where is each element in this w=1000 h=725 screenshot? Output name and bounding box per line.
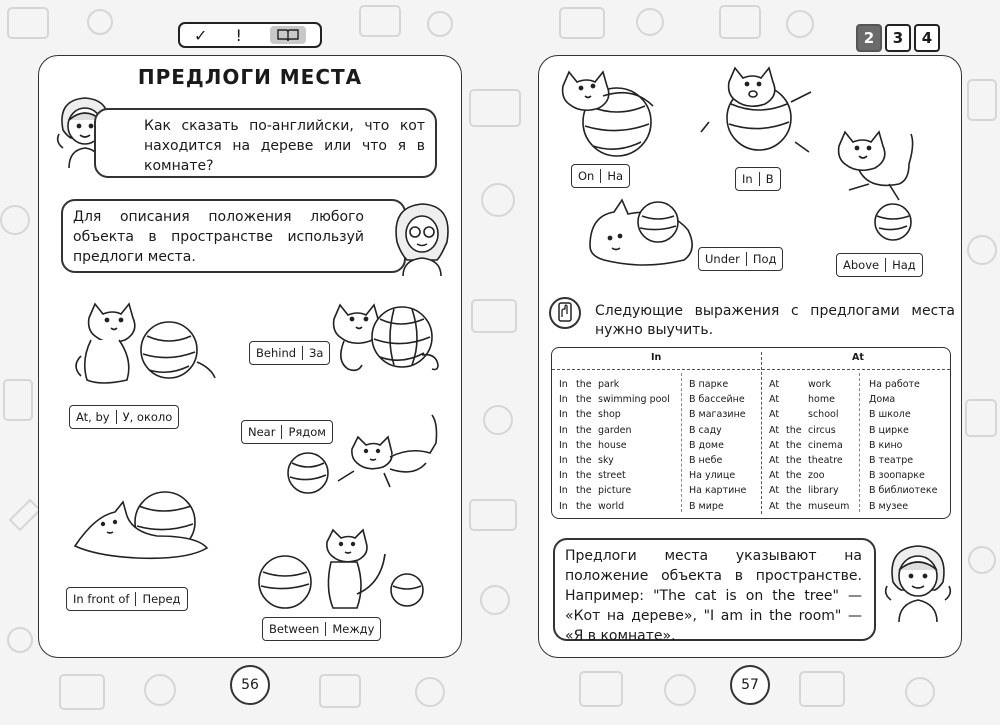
table-row: In the street bbox=[559, 470, 626, 482]
table-row: В парке bbox=[689, 379, 729, 390]
page-number-56: 56 bbox=[230, 665, 270, 705]
table-row: In the sky bbox=[559, 454, 614, 466]
table-row: На работе bbox=[869, 379, 920, 390]
table-row: В музее bbox=[869, 500, 909, 512]
tag-above: Above Над bbox=[836, 253, 923, 277]
table-row: В цирке bbox=[869, 424, 909, 436]
explanation-bubble: Для описания положения любого объекта в пространстве используй предлоги места. bbox=[61, 199, 406, 273]
cat-behind-yarn-illustration bbox=[324, 289, 444, 379]
table-row: В кино bbox=[869, 439, 903, 451]
tag-on: On На bbox=[571, 164, 630, 188]
table-row: At the cinema bbox=[769, 439, 843, 451]
table-row: In the picture bbox=[559, 485, 632, 497]
cat-above-yarn-illustration bbox=[829, 124, 949, 244]
lesson-toolbar bbox=[178, 22, 322, 48]
cat-on-yarn-illustration bbox=[553, 66, 663, 161]
exclamation-icon: ! bbox=[235, 25, 242, 45]
table-row: At the circus bbox=[769, 424, 836, 436]
tag-under: Under Под bbox=[698, 247, 783, 271]
at-translations-column bbox=[869, 377, 937, 514]
summary-bubble: Предлоги места указывают на положение объекта в пространстве. Например: "The cat is on the tree" — «Кот на дереве», "I am in the room" — «Я в комнате». bbox=[553, 538, 876, 641]
table-row: At the museum bbox=[769, 500, 850, 512]
table-row: В бассейне bbox=[689, 394, 745, 406]
table-row: На улице bbox=[689, 470, 736, 482]
difficulty-levels bbox=[856, 24, 940, 52]
table-header-in: In bbox=[651, 352, 662, 363]
table-row: In the garden bbox=[559, 424, 632, 436]
cat-by-yarn-illustration bbox=[71, 296, 221, 396]
in-phrases-column bbox=[559, 377, 670, 514]
tag-near: Near Рядом bbox=[241, 420, 333, 444]
table-row: At the library bbox=[769, 485, 839, 497]
level-4: 4 bbox=[914, 24, 940, 52]
table-row: In the world bbox=[559, 500, 625, 512]
tag-between: Between Между bbox=[262, 617, 381, 641]
level-2: 2 bbox=[856, 24, 882, 52]
table-row: At home bbox=[769, 394, 835, 406]
girl-avatar-icon bbox=[881, 538, 955, 624]
table-row: В библиотеке bbox=[869, 485, 938, 497]
table-row: At work bbox=[769, 379, 831, 390]
learn-instruction: Следующие выражения с предлогами места нужно выучить. bbox=[595, 303, 955, 338]
table-row: В мире bbox=[689, 500, 724, 512]
table-row: На картине bbox=[689, 485, 747, 497]
table-row: В саду bbox=[689, 424, 722, 436]
table-row: В школе bbox=[869, 409, 911, 421]
page-number-57: 57 bbox=[730, 665, 770, 705]
cat-between-yarns-illustration bbox=[257, 524, 437, 614]
book-icon bbox=[270, 26, 306, 44]
memorize-icon bbox=[549, 297, 581, 329]
at-phrases-column bbox=[769, 377, 849, 514]
level-3: 3 bbox=[885, 24, 911, 52]
tag-in: In В bbox=[735, 167, 781, 191]
table-row: In the house bbox=[559, 439, 627, 451]
table-row: В театре bbox=[869, 454, 914, 466]
tag-behind: Behind За bbox=[249, 341, 330, 365]
table-row: At the zoo bbox=[769, 470, 825, 482]
page-57 bbox=[538, 55, 962, 658]
table-row: In the shop bbox=[559, 409, 621, 421]
prepositions-table bbox=[551, 347, 951, 519]
page-56 bbox=[38, 55, 462, 658]
table-row: В доме bbox=[689, 439, 724, 451]
table-row: В магазине bbox=[689, 409, 746, 421]
tag-at-by: At, by У, около bbox=[69, 405, 179, 429]
table-row: At the theatre bbox=[769, 454, 843, 466]
table-row: In the swimming pool bbox=[559, 394, 670, 406]
table-row: At school bbox=[769, 409, 839, 421]
table-header-at: At bbox=[852, 352, 864, 363]
in-translations-column bbox=[689, 377, 746, 514]
table-row: Дома bbox=[869, 394, 896, 406]
page-title: ПРЕДЛОГИ МЕСТА bbox=[137, 65, 363, 89]
teacher-avatar-icon bbox=[389, 198, 455, 278]
tag-in-front-of: In front of Перед bbox=[66, 587, 188, 611]
table-row: In the park bbox=[559, 379, 620, 390]
cat-in-yarn-illustration bbox=[699, 62, 819, 162]
check-icon: ✓ bbox=[194, 25, 208, 45]
question-bubble: Как сказать по-английски, что кот находится на дереве или что я в комнате? bbox=[94, 108, 437, 178]
table-row: В зоопарке bbox=[869, 470, 925, 482]
cat-under-yarn-illustration bbox=[584, 196, 714, 276]
table-row: В небе bbox=[689, 454, 723, 466]
cat-in-front-of-yarn-illustration bbox=[69, 486, 219, 576]
